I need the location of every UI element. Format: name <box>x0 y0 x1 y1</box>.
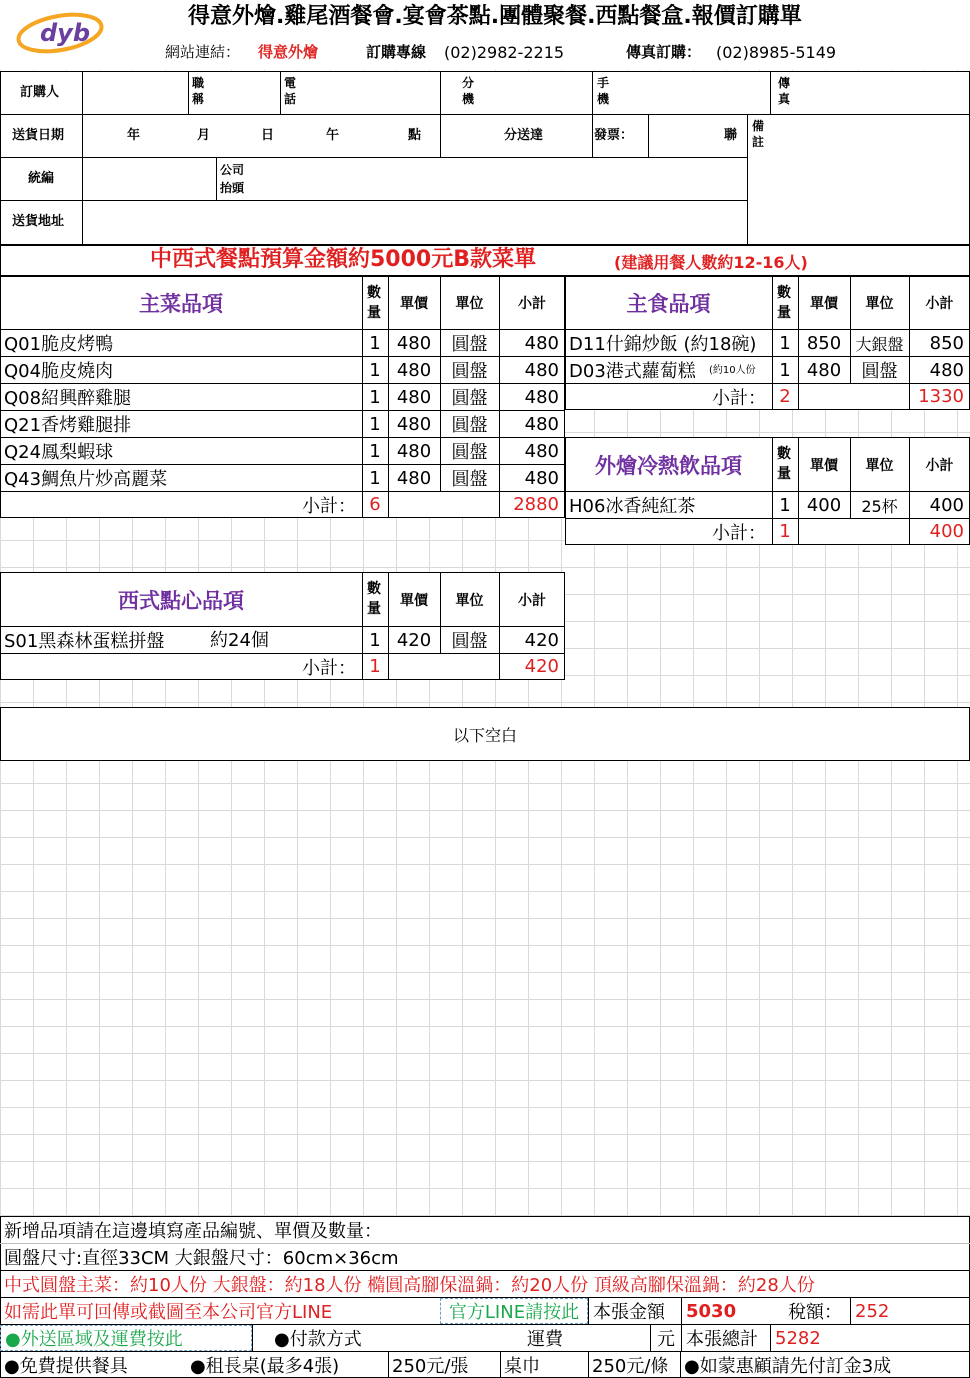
main-qty-header: 數量 <box>367 285 381 321</box>
staple-title: 主食品項 <box>626 292 711 316</box>
dessert-subtotal-label: 小計： <box>302 657 356 679</box>
drinks-qty-header: 數量 <box>777 446 791 482</box>
payment-link[interactable]: ●付款方式 <box>274 1329 362 1350</box>
item-subtotal: 480 <box>524 413 559 435</box>
staple-price-header: 單價 <box>810 296 838 312</box>
shipping-input[interactable] <box>590 1325 650 1351</box>
amount-label: 本張金額 <box>593 1302 665 1323</box>
item-subtotal: 480 <box>524 440 559 462</box>
item-subtotal: 480 <box>524 467 559 489</box>
menu-title: 中西式餐點預算金額約5000元B款菜單 <box>150 247 537 272</box>
drinks-subtotal-header: 小計 <box>925 457 954 474</box>
item-price: 480 <box>396 332 432 354</box>
deliver-by-label: 分送達 <box>504 128 544 143</box>
item-unit: 25杯 <box>861 496 898 516</box>
item-qty: 1 <box>369 629 381 651</box>
dessert-price-header: 單價 <box>400 592 428 609</box>
mobile-label: 手機 <box>597 76 610 106</box>
address-label: 送貨地址 <box>12 214 65 229</box>
item-qty: 1 <box>779 494 791 516</box>
rent-table-note: ●租長桌(最多4張) <box>190 1356 340 1377</box>
dessert-subtotal-header: 小計 <box>518 592 546 609</box>
main-subtotal-amount: 2880 <box>513 494 559 515</box>
item-name: D03港式蘿蔔糕 <box>569 361 696 382</box>
item-subtotal: 400 <box>929 494 964 516</box>
drinks-subtotal-qty: 1 <box>779 521 791 542</box>
item-price: 480 <box>396 413 432 435</box>
amount-value: 5030 <box>686 1300 737 1322</box>
item-unit: 圓盤 <box>451 442 488 463</box>
new-items-note: 新增品項請在這邊填寫產品編號、單價及數量： <box>4 1221 382 1242</box>
website-label: 網站連結： <box>165 43 241 61</box>
main-unit-header: 單位 <box>455 296 484 312</box>
staple-subtotal-qty: 2 <box>779 386 791 407</box>
document-title: 得意外燴.雞尾酒餐會.宴會茶點.團體聚餐.西點餐盒.報價訂購單 <box>188 4 802 29</box>
drinks-title: 外燴冷熱飲品項 <box>595 453 742 478</box>
table-row <box>0 330 565 356</box>
staple-subtotal-amount: 1330 <box>918 386 964 407</box>
staple-subtotal-header: 小計 <box>925 296 954 312</box>
company-header-label: 公司抬頭 <box>220 163 245 195</box>
noon-label: 午 <box>326 128 340 143</box>
main-dishes-title: 主菜品項 <box>139 292 223 316</box>
item-subtotal: 480 <box>929 359 964 381</box>
dessert-subtotal-amount: 420 <box>524 656 559 677</box>
main-subtotal-label: 小計： <box>302 495 356 517</box>
tax-value: 252 <box>855 1300 890 1322</box>
yuan-label: 元 <box>657 1329 675 1350</box>
item-unit: 圓盤 <box>451 361 488 382</box>
item-subtotal: 480 <box>524 386 559 408</box>
item-name: Q01脆皮烤鴨 <box>4 334 114 355</box>
title-label: 職稱 <box>192 76 205 106</box>
item-subtotal: 480 <box>524 359 559 381</box>
main-subtotal-qty: 6 <box>369 494 381 515</box>
table-row <box>0 384 565 410</box>
item-unit: 圓盤 <box>861 361 898 382</box>
item-name: Q08紹興醉雞腿 <box>4 388 132 409</box>
portions-note: 中式圓盤主菜：約10人份 大銀盤：約18人份 橢圓高腳保溫鍋：約20人份 頂級高腳保溫鍋：約28人份 <box>4 1275 815 1296</box>
staple-subtotal-label: 小計： <box>712 387 766 409</box>
item-name: Q43鯛魚片炒高麗菜 <box>4 469 168 490</box>
item-price: 480 <box>396 440 432 462</box>
shipping-label: 運費 <box>527 1329 563 1350</box>
address-input[interactable] <box>84 202 744 242</box>
item-unit: 圓盤 <box>451 415 488 436</box>
fax-label: 傳真訂購： <box>626 43 702 61</box>
tablecloth-label: 桌巾 <box>504 1356 540 1377</box>
hotline-value: (02)2982-2215 <box>444 43 565 62</box>
table-row <box>565 357 970 383</box>
day-label: 日 <box>261 128 275 143</box>
item-qty: 1 <box>369 440 381 462</box>
dessert-title: 西式點心品項 <box>118 588 244 613</box>
item-qty: 1 <box>779 332 791 354</box>
fax-field-label: 傳真 <box>778 76 791 106</box>
item-qty: 1 <box>779 359 791 381</box>
phone-input[interactable] <box>300 73 438 113</box>
staple-qty-header: 數量 <box>777 285 791 321</box>
item-name: S01黑森林蛋糕拼盤 <box>4 631 165 652</box>
invoice-label: 發票： <box>594 128 634 143</box>
drinks-unit-header: 單位 <box>865 457 894 474</box>
item-unit: 圓盤 <box>451 631 488 652</box>
item-qty: 1 <box>369 386 381 408</box>
table-row <box>0 465 565 491</box>
hotline-label: 訂購專線 <box>366 43 427 61</box>
item-subtotal: 850 <box>929 332 964 354</box>
total-value: 5282 <box>775 1327 821 1349</box>
tax-id-label: 統編 <box>28 171 55 186</box>
item-qty: 1 <box>369 413 381 435</box>
plate-size-note: 圓盤尺寸:直徑33CM 大銀盤尺寸：60cm×36cm <box>4 1248 399 1269</box>
dessert-subtotal-qty: 1 <box>369 656 381 677</box>
menu-subtitle: (建議用餐人數約12-16人) <box>614 253 808 272</box>
phone-label: 電話 <box>284 76 297 106</box>
staple-unit-header: 單位 <box>865 296 894 312</box>
website-link[interactable]: 得意外燴 <box>258 43 319 61</box>
delivery-date-label: 送貨日期 <box>12 128 65 143</box>
item-price: 850 <box>806 332 842 354</box>
cloth-price: 250元/條 <box>592 1356 669 1377</box>
delivery-area-link[interactable]: ●外送區域及運費按此 <box>0 1325 252 1351</box>
reply-note: 如需此單可回傳或截圖至本公司官方LINE <box>4 1302 333 1323</box>
item-subtotal: 420 <box>524 629 559 651</box>
drinks-subtotal-amount: 400 <box>929 521 964 542</box>
dessert-qty-header: 數量 <box>367 581 381 617</box>
table-row <box>0 411 565 437</box>
main-subtotal-header: 小計 <box>518 296 546 312</box>
company-logo <box>14 12 116 54</box>
table-row <box>0 357 565 383</box>
item-name: Q21香烤雞腿排 <box>4 415 132 436</box>
item-name: Q24鳳梨蝦球 <box>4 442 114 463</box>
blank-notice: 以下空白 <box>452 725 517 745</box>
line-button[interactable]: 官方LINE請按此 <box>440 1298 588 1324</box>
svg-text:dyb: dyb <box>40 19 91 47</box>
buyer-label: 訂購人 <box>20 85 60 100</box>
item-unit: 圓盤 <box>451 334 488 355</box>
item-unit: 圓盤 <box>451 388 488 409</box>
item-price: 480 <box>806 359 842 381</box>
table-price: 250元/張 <box>392 1356 469 1377</box>
drinks-price-header: 單價 <box>810 457 838 474</box>
item-subtotal: 480 <box>524 332 559 354</box>
table-row <box>0 627 565 653</box>
item-unit: 大銀盤 <box>855 334 904 354</box>
copy-label: 聯 <box>724 128 738 143</box>
item-unit: 圓盤 <box>451 469 488 490</box>
item-price: 400 <box>806 494 842 516</box>
total-label: 本張總計 <box>686 1329 758 1350</box>
free-tableware-note: ●免費提供餐具 <box>4 1356 128 1377</box>
item-qty: 1 <box>369 359 381 381</box>
item-name: Q04脆皮燒肉 <box>4 361 114 382</box>
remarks-label: 備註 <box>752 119 765 149</box>
item-note: 約24個 <box>210 630 269 651</box>
item-qty: 1 <box>369 467 381 489</box>
month-label: 月 <box>197 128 211 143</box>
hour-label: 點 <box>408 128 422 143</box>
table-row <box>565 492 970 518</box>
item-name: D11什錦炒飯 (約18碗) <box>569 334 757 355</box>
item-price: 480 <box>396 467 432 489</box>
table-row <box>0 438 565 464</box>
tax-label: 稅額： <box>788 1302 842 1323</box>
item-note: (約10人份 <box>709 365 756 376</box>
table-row <box>565 330 970 356</box>
dessert-unit-header: 單位 <box>455 592 484 609</box>
item-name: H06冰香純紅茶 <box>569 496 696 517</box>
main-price-header: 單價 <box>400 296 428 312</box>
drinks-subtotal-label: 小計： <box>712 522 766 544</box>
year-label: 年 <box>127 128 141 143</box>
ext-label: 分機 <box>462 76 475 106</box>
item-qty: 1 <box>369 332 381 354</box>
fax-value: (02)8985-5149 <box>716 43 837 62</box>
item-price: 480 <box>396 359 432 381</box>
buyer-input[interactable] <box>84 73 186 113</box>
mobile-input[interactable] <box>618 73 768 113</box>
deposit-note: ●如蒙惠顧請先付訂金3成 <box>684 1356 892 1377</box>
item-price: 480 <box>396 386 432 408</box>
item-price: 420 <box>396 629 432 651</box>
